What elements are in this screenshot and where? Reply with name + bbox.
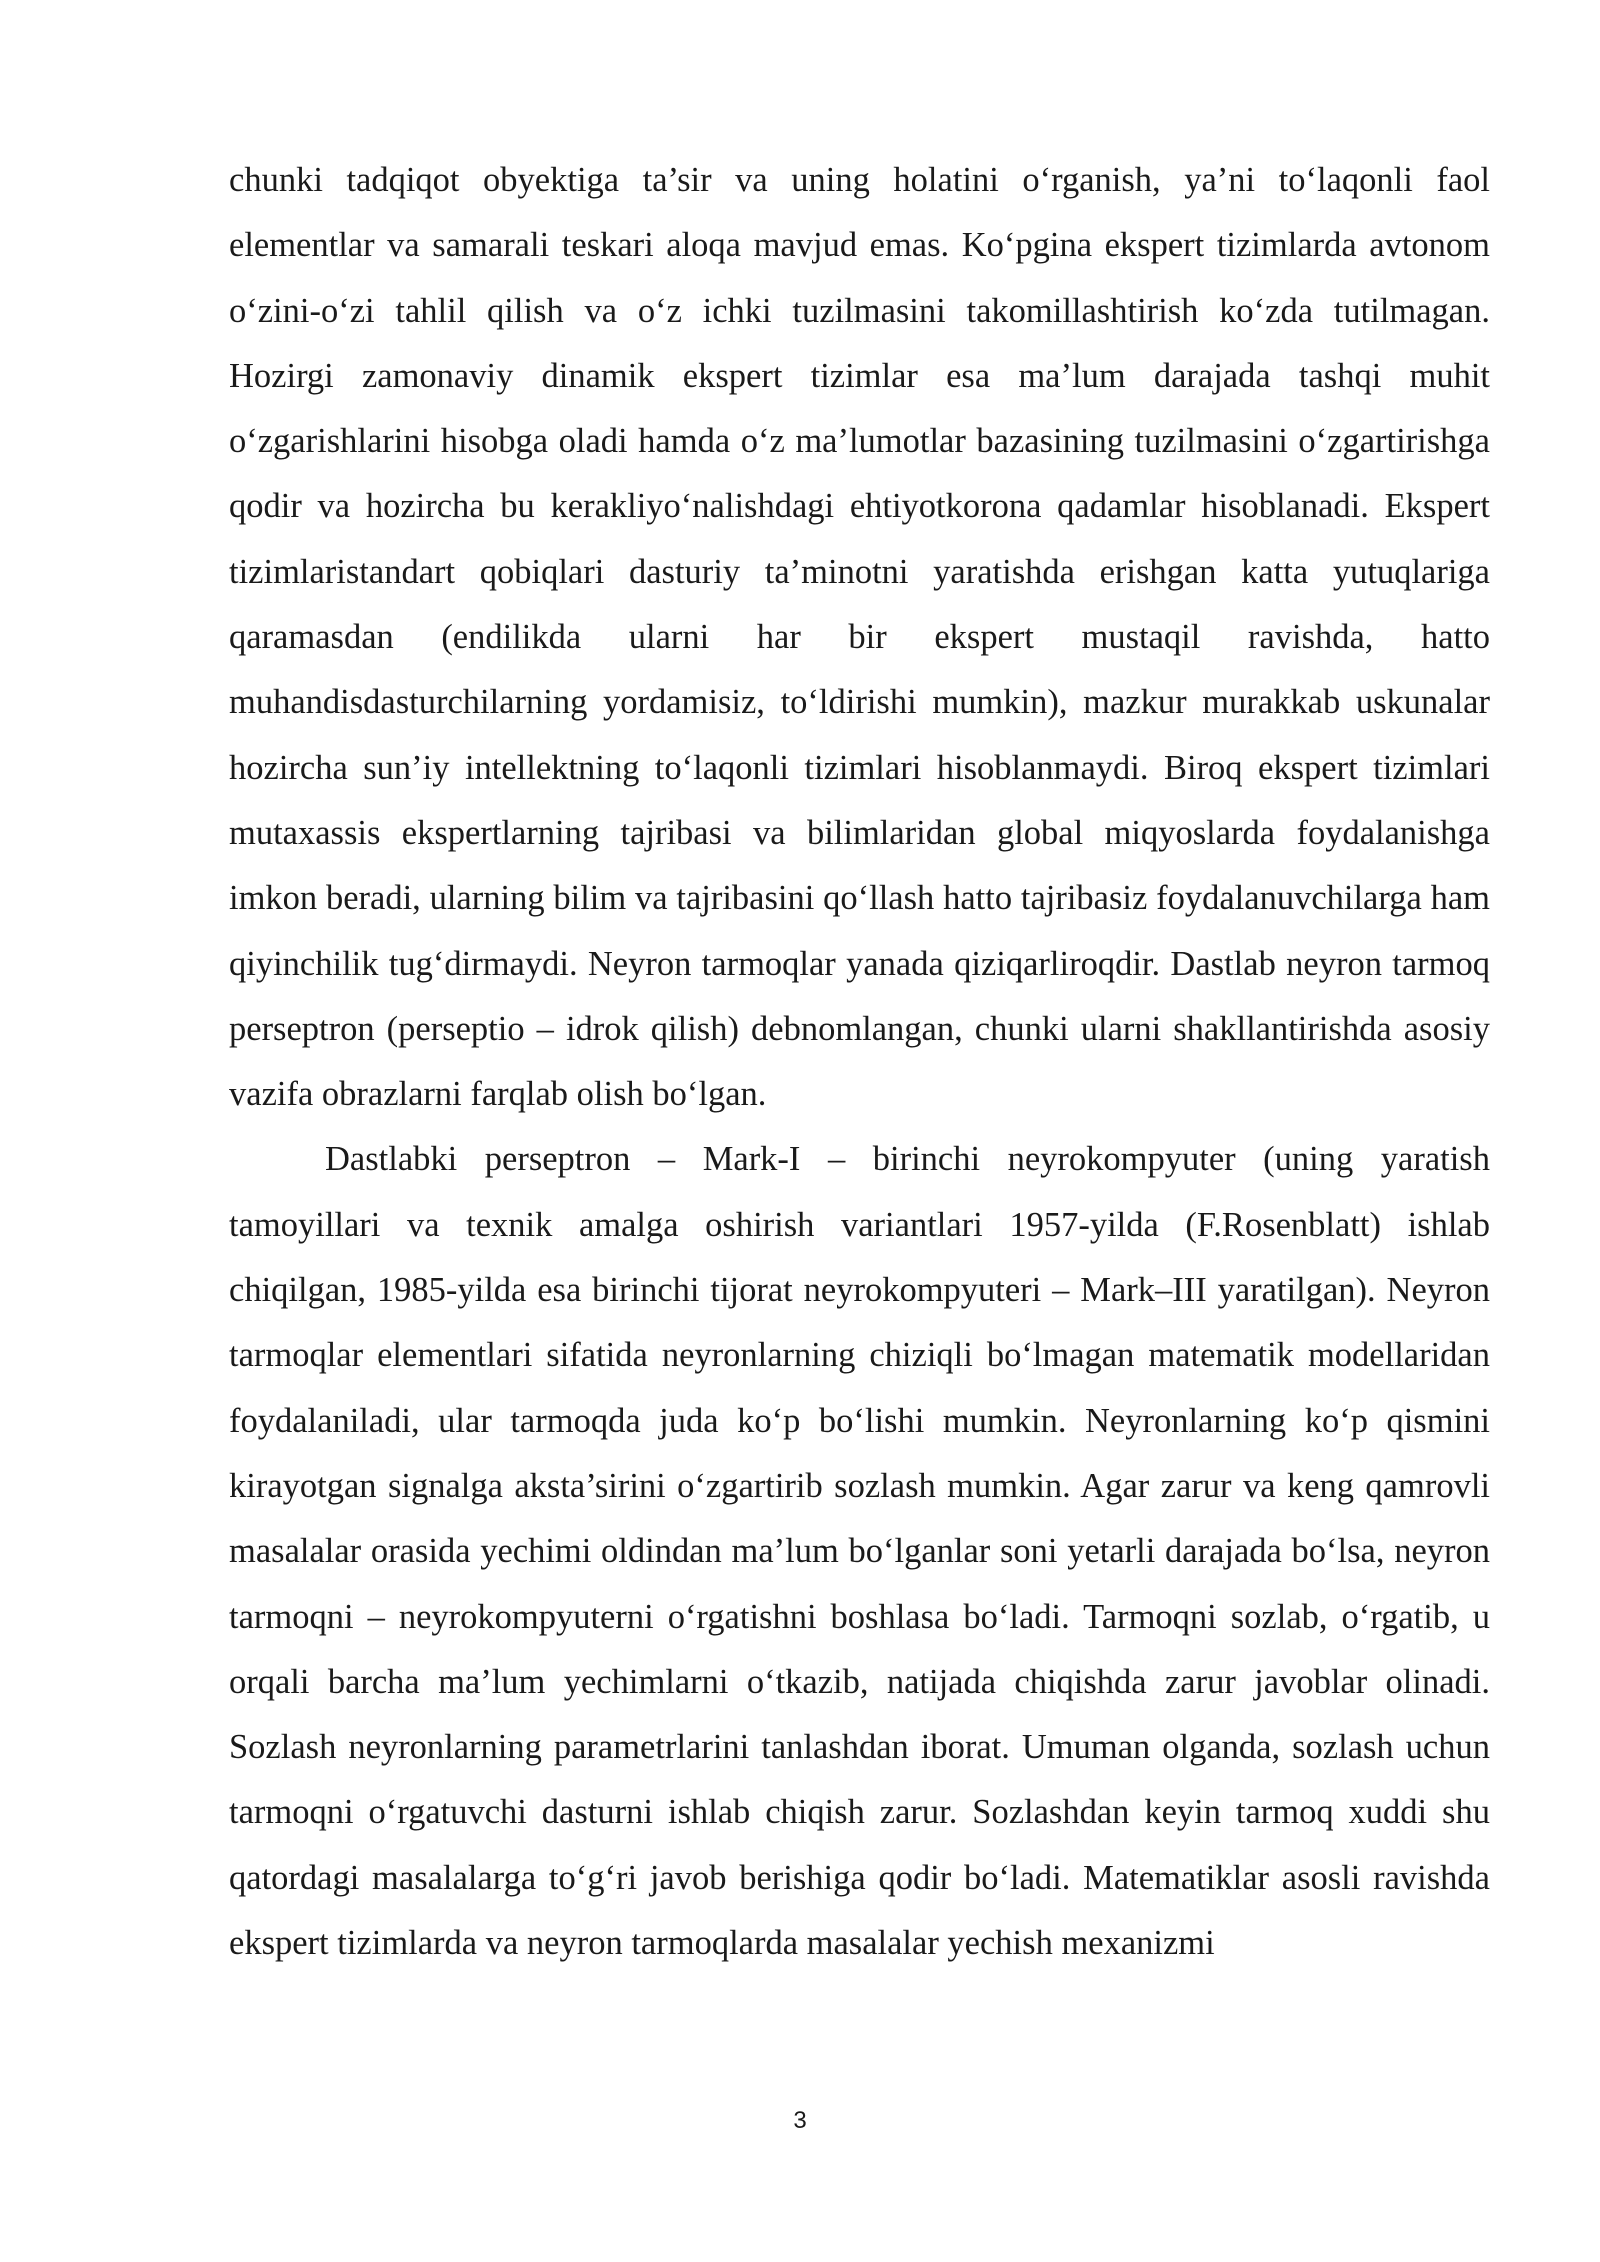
page-number: 3	[793, 2107, 807, 2134]
body-text	[229, 148, 1490, 1976]
paragraph-1: chunki tadqiqot obyektiga ta’sir va uning holatini o‘rganish, ya’ni to‘laqonli faol elementlar va samarali teskari aloqa mavjud emas. Ko‘pgina ekspert tizimlarda avtonom o‘zini-o‘zi tahlil qilish va o‘z ichki tuzilmasini takomillashtirish ko‘zda tutilmagan. Hozirgi zamonaviy dinamik ekspert tizimlar esa ma’lum darajada tashqi muhit o‘zgarishlarini hisobga oladi hamda o‘z ma’lumotlar bazasining tuzilmasini o‘zgartirishga qodir va hozircha bu kerakliyo‘nalishdagi ehtiyotkorona qadamlar hisoblanadi. Ekspert tizimlaristandart qobiqlari dasturiy ta’minotni yaratishda erishgan katta yutuqlariga qaramasdan (endilikda ularni har bir ekspert mustaqil ravishda, hatto muhandisdasturchilarning yordamisiz, to‘ldirishi mumkin), mazkur murakkab uskunalar hozircha sun’iy intellektning to‘laqonli tizimlari hisoblanmaydi. Biroq ekspert tizimlari mutaxassis ekspertlarning tajribasi va bilimlaridan global miqyoslarda foydalanishga imkon beradi, ularning bilim va tajribasini qo‘llash hatto tajribasiz foydalanuvchilarga ham qiyinchilik tug‘dirmaydi. Neyron tarmoqlar yanada qiziqarliroqdir. Dastlab neyron tarmoq perseptron (perseptio – idrok qilish) debnomlangan, chunki ularni shakllantirishda asosiy vazifa obrazlarni farqlab olish bo‘lgan.	[229, 161, 1490, 1114]
paragraph-2: Dastlabki perseptron – Mark-I – birinchi neyrokompyuter (uning yaratish tamoyillari va texnik amalga oshirish variantlari 1957-yilda (F.Rosenblatt) ishlab chiqilgan, 1985-yilda esa birinchi tijorat neyrokompyuteri – Mark–III yaratilgan). Neyron tarmoqlar elementlari sifatida neyronlarning chiziqli bo‘lmagan matematik modellaridan foydalaniladi, ular tarmoqda juda ko‘p bo‘lishi mumkin. Neyronlarning ko‘p qismini kirayotgan signalga aksta’sirini o‘zgartirib sozlash mumkin. Agar zarur va keng qamrovli masalalar orasida yechimi oldindan ma’lum bo‘lganlar soni yetarli darajada bo‘lsa, neyron tarmoqni – neyrokompyuterni o‘rgatishni boshlasa bo‘ladi. Tarmoqni sozlab, o‘rgatib, u orqali barcha ma’lum yechimlarni o‘tkazib, natijada chiqishda zarur javoblar olinadi. Sozlash neyronlarning parametrlarini tanlashdan iborat. Umuman olganda, sozlash uchun tarmoqni o‘rgatuvchi dasturni ishlab chiqish zarur. Sozlashdan keyin tarmoq xuddi shu qatordagi masalalarga to‘g‘ri javob berishiga qodir bo‘ladi. Matematiklar asosli ravishda ekspert tizimlarda va neyron tarmoqlarda masalalar yechish mexanizmi	[229, 1140, 1490, 1963]
